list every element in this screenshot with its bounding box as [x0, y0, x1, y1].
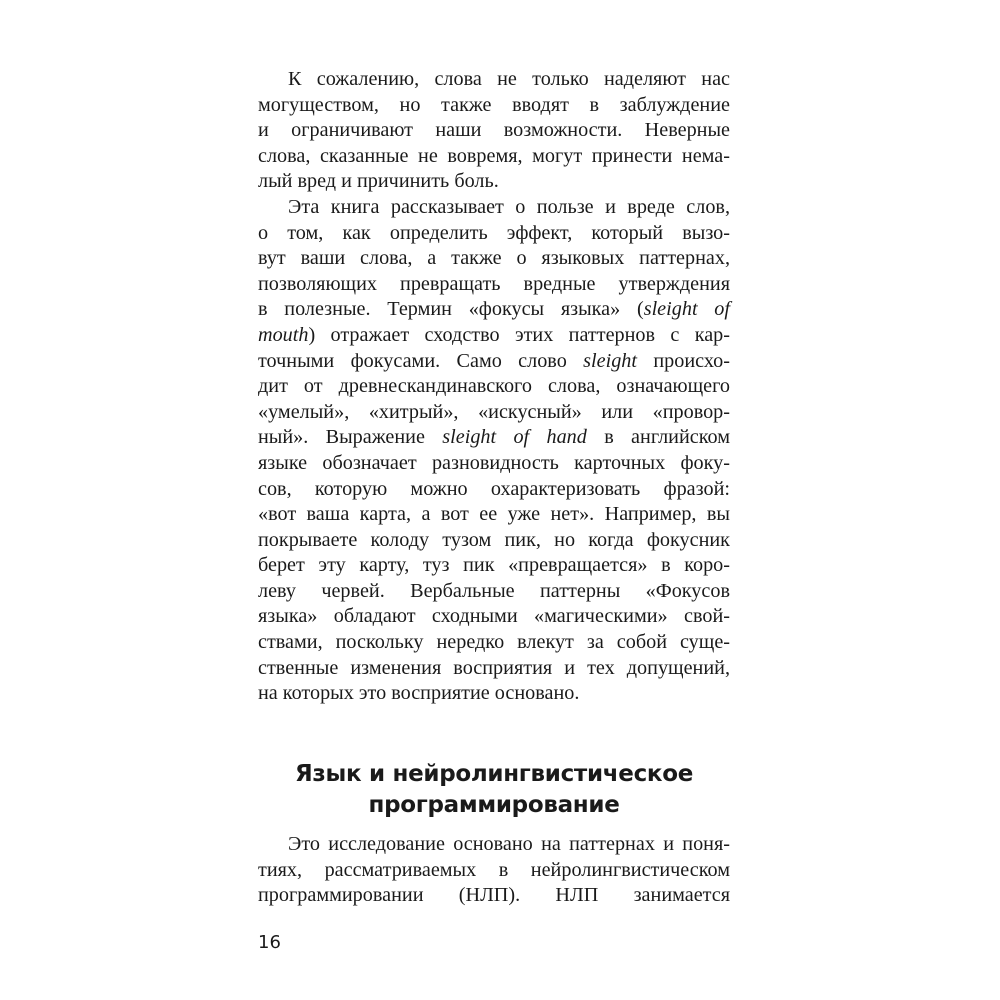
text-line: о том, как определить эффект, который вызо-	[258, 221, 730, 244]
section-heading-line: программирование	[368, 792, 620, 818]
text-line: могуществом, но также вводят в заблуждение	[258, 93, 730, 116]
paragraph-2	[258, 195, 730, 707]
text-line: берет эту карту, туз пик «превращается» в коро-	[258, 554, 730, 577]
text-line: сов, которую можно охарактеризовать фразой:	[258, 477, 730, 500]
paragraph-1	[258, 67, 730, 195]
text-line: на которых это восприятие основано.	[258, 682, 580, 705]
text-line: покрываете колоду тузом пик, но когда фокусник	[258, 528, 730, 551]
text-line: вут ваши слова, а также о языковых паттернах,	[258, 247, 730, 270]
italic-term: sleight	[583, 349, 637, 372]
text-line: Эта книга рассказывает о пользе и вреде слов,	[288, 195, 730, 218]
text-run: ный». Выражение	[258, 426, 443, 449]
body-text	[258, 67, 730, 707]
text-line: языка» обладают сходными «магическими» свой-	[258, 605, 730, 628]
text-line: леву червей. Вербальные паттерны «Фокусов	[258, 579, 730, 602]
text-line: тиях, рассматриваемых в нейролингвистическом	[258, 858, 730, 881]
italic-term: sleight of	[643, 298, 730, 321]
paragraph-3	[258, 832, 730, 909]
text-line	[258, 349, 730, 375]
text-line: программировании (НЛП). НЛП занимается	[258, 884, 730, 907]
page-number: 16	[258, 932, 281, 953]
text-line: позволяющих превращать вредные утверждения	[258, 272, 730, 295]
text-line: слова, сказанные не вовремя, могут принести нема-	[258, 144, 730, 167]
italic-term: sleight of hand	[442, 426, 587, 449]
section-heading	[258, 759, 730, 821]
section-heading-line: Язык и нейролингвистическое	[294, 761, 694, 787]
text-run: в полезные. Термин «фокусы языка» (	[258, 298, 644, 321]
text-line: лый вред и причинить боль.	[258, 170, 499, 193]
text-run: ) отражает сходство этих паттернов с кар-	[308, 323, 730, 346]
text-line	[258, 297, 730, 323]
text-line: ствами, поскольку нередко влекут за собой суще-	[258, 631, 730, 654]
text-run: происхо-	[637, 349, 730, 372]
text-line	[258, 323, 730, 349]
text-line: и ограничивают наши возможности. Неверные	[258, 119, 730, 142]
text-line: дит от древнескандинавского слова, означающего	[258, 375, 730, 398]
text-line: К сожалению, слова не только наделяют нас	[288, 68, 730, 90]
text-line	[258, 425, 730, 451]
section-text	[258, 832, 730, 909]
text-line: Это исследование основано на паттернах и поня-	[288, 833, 730, 855]
text-line: языке обозначает разновидность карточных фоку-	[258, 451, 730, 474]
text-run: в английском	[586, 426, 730, 449]
text-line: «умелый», «хитрый», «искусный» или «провор-	[258, 400, 730, 423]
text-run: точными фокусами. Само слово	[258, 349, 584, 372]
italic-term: mouth	[258, 323, 309, 346]
text-line: ственные изменения восприятия и тех допущений,	[258, 656, 730, 679]
text-line: «вот ваша карта, а вот ее уже нет». Например, вы	[258, 503, 730, 526]
